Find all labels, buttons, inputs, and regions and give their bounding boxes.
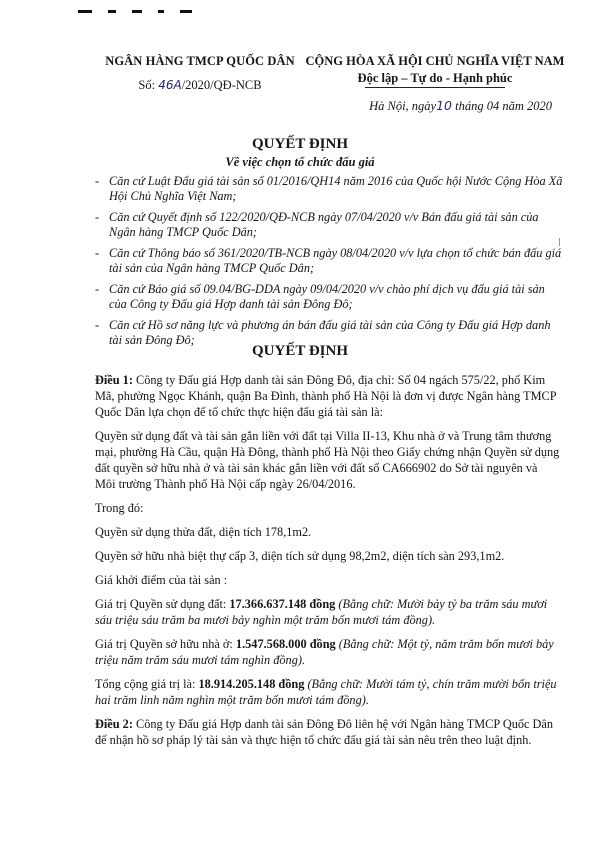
document-title: QUYẾT ĐỊNH [252, 136, 348, 152]
document-subtitle: Về việc chọn tổ chức đấu giá [225, 155, 375, 169]
starting-price-label: Giá khởi điểm của tài sản : [95, 573, 228, 587]
basis-text: Căn cứ Thông báo số 361/2020/TB-NCB ngày 08/04/2020 v/v lựa chọn tổ chức bán đấu giá tài sản của Ngân hàng TMCP Quốc Dân; [109, 246, 562, 275]
house-right: Quyền sở hữu nhà biệt thự cấp 3, diện tích sử dụng 98,2m2, diện tích sàn 293,1m2. [95, 549, 505, 563]
article-2 [95, 716, 561, 748]
land-value-words: (Bằng chữ: Mười bảy tỷ ba trăm sáu mươi sáu triệu sáu trăm ba mươi bảy nghìn một trăm bốn mươi tám đồng). [95, 597, 548, 627]
land-right: Quyền sử dụng thửa đất, diện tích 178,1m2. [95, 525, 312, 539]
house-value-amount: 1.547.568.000 đồng [235, 637, 336, 651]
total-value-words: (Bằng chữ: Mười tám tỷ, chín trăm mười bốn triệu hai trăm linh năm nghìn một trăm bốn mươi tám đồng). [95, 677, 557, 707]
basis-text: Căn cứ Hồ sơ năng lực và phương án bán đấu giá tài sản của Công ty Đấu giá Hợp danh tài sản Đông Đô; [109, 318, 551, 347]
article-1-text: Công ty Đấu giá Hợp danh tài sản Đông Đô, địa chỉ: Số 04 ngách 575/22, phố Kim Mã, phường Ngọc Khánh, quận Ba Đình, thành phố Hà Nội là đơn vị được Ngân hàng TMCP Quốc Dân lựa chọn để tổ chức thực hiện đấu giá tài sản là: [95, 373, 557, 419]
land-value-label: Giá trị Quyền sử dụng đất: [95, 597, 230, 611]
date-suffix: tháng 04 năm 2020 [452, 99, 552, 113]
house-value-label: Giá trị Quyền sở hữu nhà ở: [95, 637, 236, 651]
motto: Độc lập – Tự do - Hạnh phúc [357, 71, 513, 85]
total-value [95, 676, 561, 708]
document-number [95, 78, 305, 93]
basis-text: Căn cứ Báo giá số 09.04/BG-DDA ngày 09/04/2020 v/v chào phí dịch vụ đấu giá tài sản của Công ty Đấu giá Hợp danh tài sản Đông Đô; [109, 282, 545, 311]
decision-body [95, 372, 561, 756]
date-day: 10 [436, 98, 452, 113]
basis-item: - Căn cứ Luật Đấu giá tài sản số 01/2016/QH14 năm 2016 của Quốc hội Nước Cộng Hòa Xã Hội Chủ Nghĩa Việt Nam; [95, 174, 563, 203]
article-2-label: Điều 2: [95, 717, 133, 731]
doc-no-prefix: Số: [138, 78, 156, 92]
legal-bases [95, 174, 565, 354]
margin-mark [559, 238, 560, 246]
decision-title: QUYẾT ĐỊNH [252, 343, 348, 359]
bank-name: NGÂN HÀNG TMCP QUỐC DÂN [105, 54, 295, 68]
doc-no-handwritten: 46A [158, 78, 182, 92]
national-header [300, 54, 570, 88]
in-which: Trong đó: [95, 501, 144, 515]
house-value [95, 636, 561, 668]
land-value-amount: 17.366.637.148 đồng [229, 597, 336, 611]
asset-description: Quyền sử dụng đất và tài sản gắn liền với đất tại Villa II-13, Khu nhà ở và Trung tâm thương mại, phường Hà Cầu, quận Hà Đông, thành phố Hà Nội theo Giấy chứng nhận Quyền sử dụng đất quyền sở hữu nhà ở và tài sản khác gắn liền với đất số CA666902 do Sở tài nguyên và Môi trường Thành phố Hà Nội cấp ngày 26/04/2016. [95, 429, 560, 491]
total-value-amount: 18.914.205.148 đồng [198, 677, 305, 691]
basis-item: - Căn cứ Thông báo số 361/2020/TB-NCB ngày 08/04/2020 v/v lựa chọn tổ chức bán đấu giá tài sản của Ngân hàng TMCP Quốc Dân; [95, 246, 562, 275]
top-edge-marks [78, 0, 208, 18]
basis-text: Căn cứ Luật Đấu giá tài sản số 01/2016/QH14 năm 2016 của Quốc hội Nước Cộng Hòa Xã Hội Chủ Nghĩa Việt Nam; [109, 174, 563, 203]
total-value-label: Tổng cộng giá trị là: [95, 677, 199, 691]
date-prefix: Hà Nội, ngày [369, 99, 437, 113]
article-1 [95, 372, 561, 420]
issuer-block [95, 54, 305, 93]
doc-no-suffix: /2020/QĐ-NCB [181, 78, 262, 92]
basis-item: - Căn cứ Báo giá số 09.04/BG-DDA ngày 09/04/2020 v/v chào phí dịch vụ đấu giá tài sản của Công ty Đấu giá Hợp danh tài sản Đông Đô; [95, 282, 545, 311]
land-value [95, 596, 561, 628]
basis-item: - Căn cứ Hồ sơ năng lực và phương án bán đấu giá tài sản của Công ty Đấu giá Hợp danh tài sản Đông Đô; [95, 318, 551, 347]
motto-underline [365, 87, 505, 88]
place-date [369, 98, 552, 114]
basis-text: Căn cứ Quyết định số 122/2020/QĐ-NCB ngày 07/04/2020 v/v Bán đấu giá tài sản của Ngân hàng TMCP Quốc Dân; [109, 210, 539, 239]
article-1-label: Điều 1: [95, 373, 133, 387]
nation-name: CỘNG HÒA XÃ HỘI CHỦ NGHĨA VIỆT NAM [305, 54, 565, 68]
house-value-words: (Bằng chữ: Một tỷ, năm trăm bốn mươi bảy triệu năm trăm sáu mươi tám nghìn đồng). [95, 637, 554, 667]
basis-item: - Căn cứ Quyết định số 122/2020/QĐ-NCB ngày 07/04/2020 v/v Bán đấu giá tài sản của Ngân hàng TMCP Quốc Dân; [95, 210, 539, 239]
article-2-text: Công ty Đấu giá Hợp danh tài sản Đông Đô liên hệ với Ngân hàng TMCP Quốc Dân để nhận hồ sơ pháp lý tài sản và thực hiện tổ chức đấu giá tài sản nêu trên theo luật định. [95, 717, 554, 747]
